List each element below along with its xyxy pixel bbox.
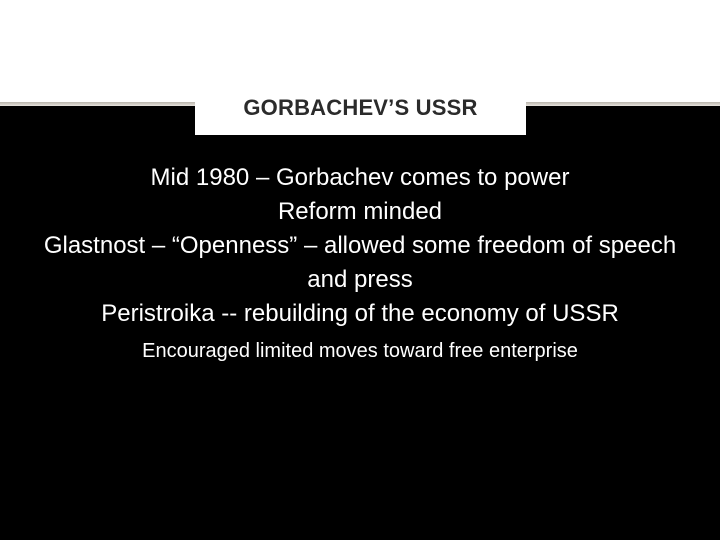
slide-body (30, 161, 690, 365)
bullet-reform-minded: Reform minded (277, 198, 443, 225)
title-box (195, 80, 526, 135)
bullet-peristroika: Peristroika -- rebuilding of the economy of USSR (101, 300, 619, 327)
bullet-gorbachev-power: Mid 1980 – Gorbachev comes to power (150, 164, 570, 191)
bullet-glastnost: Glastnost – “Openness” – allowed some freedom of speech and press (43, 232, 677, 293)
slide-title: GORBACHEV’S USSR (243, 94, 478, 120)
sub-bullet-free-enterprise: Encouraged limited moves toward free enterprise (142, 340, 578, 362)
